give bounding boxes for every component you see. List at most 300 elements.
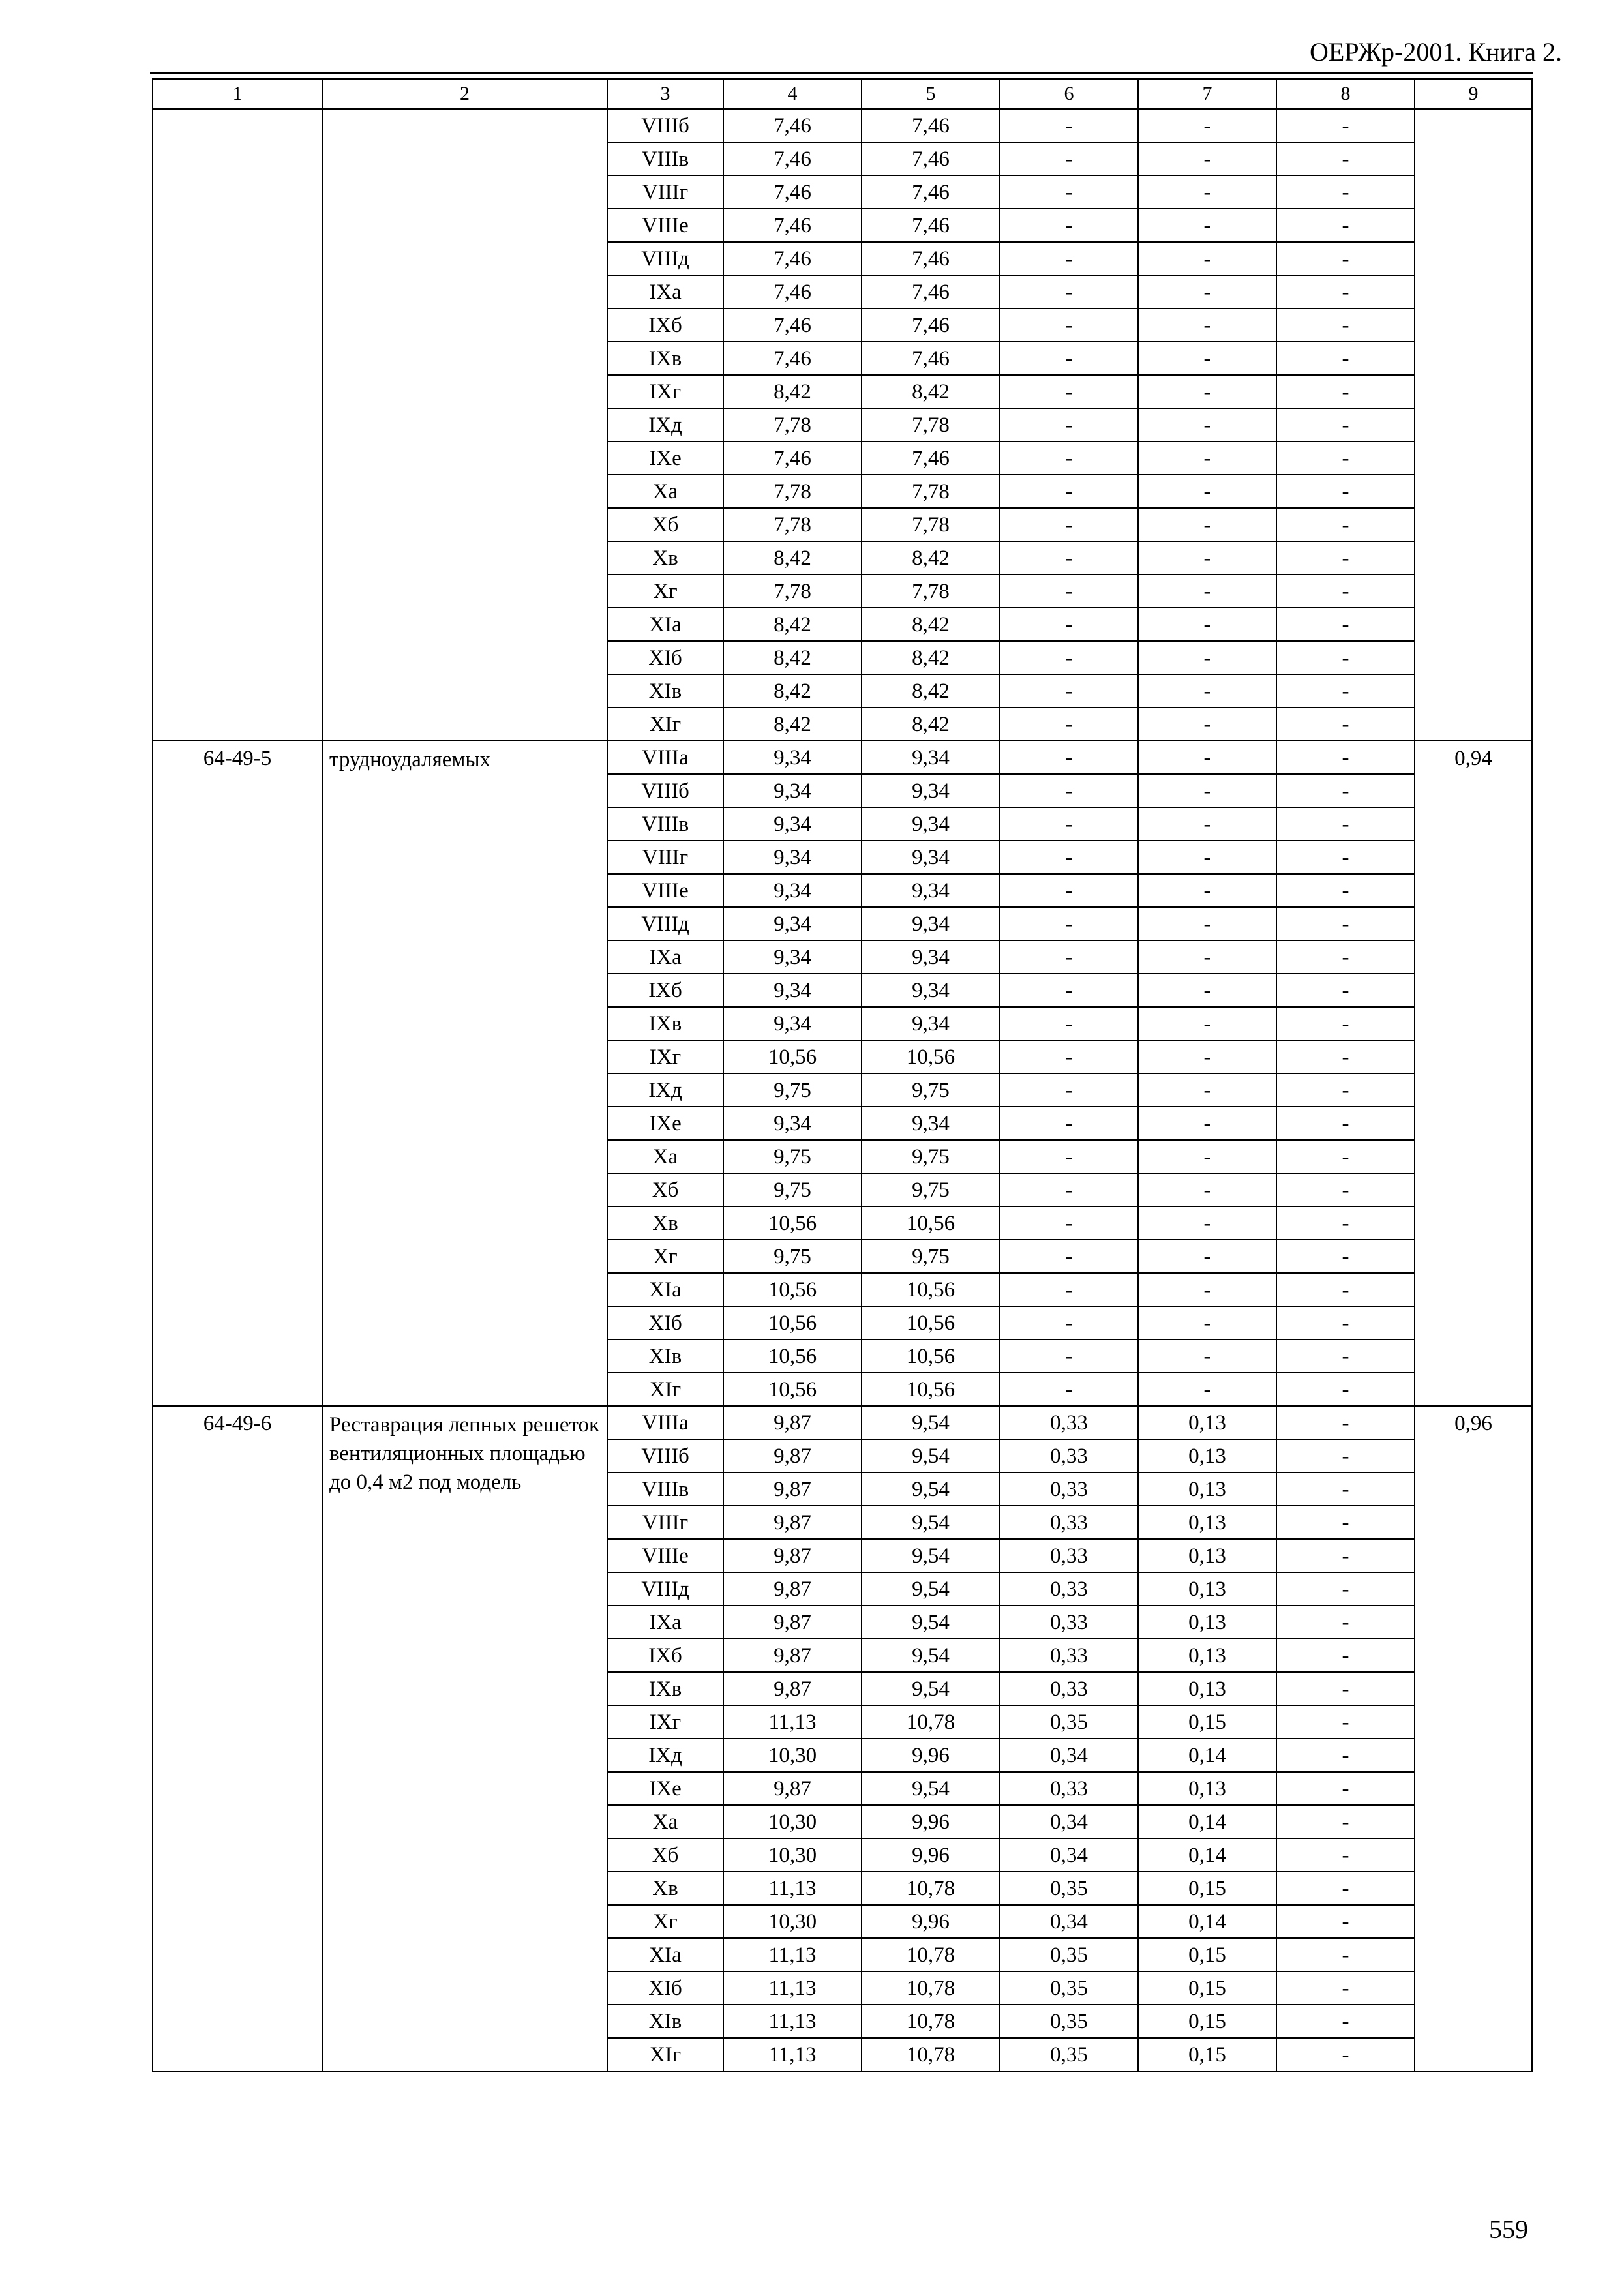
- machine-cost-cell: -: [1000, 1306, 1138, 1339]
- machine-cost-cell: -: [1000, 1040, 1138, 1073]
- operator-wages-cell: 0,13: [1138, 1406, 1276, 1439]
- operator-wages-cell: 0,13: [1138, 1473, 1276, 1506]
- operator-wages-cell: -: [1138, 641, 1276, 674]
- machine-cost-cell: -: [1000, 1339, 1138, 1373]
- labor-cost-cell: 8,42: [862, 641, 1000, 674]
- materials-cost-cell: -: [1276, 1007, 1415, 1040]
- total-cost-cell: 9,34: [723, 741, 862, 774]
- zone-code-cell: IXд: [607, 1073, 723, 1107]
- machine-cost-cell: 0,33: [1000, 1539, 1138, 1572]
- materials-cost-cell: -: [1276, 1206, 1415, 1240]
- zone-code-cell: VIIIе: [607, 1539, 723, 1572]
- materials-cost-cell: -: [1276, 1606, 1415, 1639]
- materials-cost-cell: -: [1276, 608, 1415, 641]
- total-cost-cell: 10,56: [723, 1273, 862, 1306]
- machine-cost-cell: -: [1000, 674, 1138, 708]
- operator-wages-cell: -: [1138, 1240, 1276, 1273]
- materials-cost-cell: -: [1276, 1273, 1415, 1306]
- total-cost-cell: 7,46: [723, 441, 862, 475]
- labor-cost-cell: 10,78: [862, 2005, 1000, 2038]
- materials-cost-cell: -: [1276, 907, 1415, 940]
- machine-cost-cell: -: [1000, 1007, 1138, 1040]
- zone-code-cell: VIIIб: [607, 109, 723, 142]
- operator-wages-cell: 0,15: [1138, 1705, 1276, 1739]
- operator-wages-cell: -: [1138, 841, 1276, 874]
- materials-cost-cell: -: [1276, 175, 1415, 209]
- total-cost-cell: 7,46: [723, 109, 862, 142]
- total-cost-cell: 9,75: [723, 1173, 862, 1206]
- materials-cost-cell: -: [1276, 275, 1415, 308]
- labor-cost-cell: 10,56: [862, 1339, 1000, 1373]
- total-cost-cell: 7,46: [723, 209, 862, 242]
- zone-code-cell: VIIIд: [607, 907, 723, 940]
- total-cost-cell: 11,13: [723, 1705, 862, 1739]
- total-cost-cell: 10,56: [723, 1373, 862, 1406]
- machine-cost-cell: -: [1000, 175, 1138, 209]
- materials-cost-cell: -: [1276, 1473, 1415, 1506]
- operator-wages-cell: -: [1138, 541, 1276, 575]
- machine-cost-cell: -: [1000, 475, 1138, 508]
- machine-cost-cell: 0,33: [1000, 1639, 1138, 1672]
- machine-cost-cell: -: [1000, 841, 1138, 874]
- labor-cost-cell: 7,78: [862, 575, 1000, 608]
- zone-code-cell: VIIIд: [607, 242, 723, 275]
- machine-cost-cell: -: [1000, 575, 1138, 608]
- machine-cost-cell: 0,34: [1000, 1905, 1138, 1938]
- total-cost-cell: 9,34: [723, 940, 862, 974]
- machine-cost-cell: 0,35: [1000, 1705, 1138, 1739]
- operator-wages-cell: -: [1138, 608, 1276, 641]
- labor-cost-cell: 7,46: [862, 342, 1000, 375]
- machine-cost-cell: -: [1000, 874, 1138, 907]
- zone-code-cell: VIIIе: [607, 209, 723, 242]
- zone-code-cell: VIIIе: [607, 874, 723, 907]
- labor-cost-cell: 9,54: [862, 1439, 1000, 1473]
- materials-cost-cell: -: [1276, 1971, 1415, 2005]
- total-cost-cell: 9,34: [723, 1107, 862, 1140]
- item-code: 64-49-6: [153, 1406, 322, 2071]
- labor-cost-cell: 10,56: [862, 1373, 1000, 1406]
- zone-code-cell: VIIIг: [607, 841, 723, 874]
- materials-cost-cell: -: [1276, 441, 1415, 475]
- operator-wages-cell: -: [1138, 974, 1276, 1007]
- labor-cost-cell: 8,42: [862, 674, 1000, 708]
- materials-cost-cell: -: [1276, 1306, 1415, 1339]
- zone-code-cell: IXб: [607, 308, 723, 342]
- zone-code-cell: XIв: [607, 2005, 723, 2038]
- operator-wages-cell: -: [1138, 308, 1276, 342]
- zone-code-cell: XIа: [607, 1938, 723, 1971]
- machine-cost-cell: -: [1000, 1206, 1138, 1240]
- labor-cost-cell: 10,56: [862, 1273, 1000, 1306]
- machine-cost-cell: -: [1000, 1373, 1138, 1406]
- materials-cost-cell: -: [1276, 1040, 1415, 1073]
- operator-wages-cell: -: [1138, 475, 1276, 508]
- materials-cost-cell: -: [1276, 1107, 1415, 1140]
- labor-cost-cell: 9,54: [862, 1473, 1000, 1506]
- operator-wages-cell: 0,15: [1138, 2038, 1276, 2071]
- materials-cost-cell: -: [1276, 1406, 1415, 1439]
- machine-cost-cell: -: [1000, 408, 1138, 441]
- operator-wages-cell: 0,15: [1138, 1938, 1276, 1971]
- materials-cost-cell: -: [1276, 109, 1415, 142]
- item-code: [153, 109, 322, 741]
- labor-cost-cell: 9,34: [862, 1007, 1000, 1040]
- total-cost-cell: 9,34: [723, 874, 862, 907]
- operator-wages-cell: -: [1138, 674, 1276, 708]
- table-row: [153, 1406, 1532, 1439]
- machine-cost-cell: 0,33: [1000, 1439, 1138, 1473]
- labor-cost-cell: 7,46: [862, 308, 1000, 342]
- zone-code-cell: IXа: [607, 275, 723, 308]
- labor-cost-cell: 9,34: [862, 940, 1000, 974]
- labor-cost-cell: 7,46: [862, 209, 1000, 242]
- machine-cost-cell: -: [1000, 1240, 1138, 1273]
- materials-cost-cell: -: [1276, 1672, 1415, 1705]
- operator-wages-cell: -: [1138, 142, 1276, 175]
- total-cost-cell: 7,46: [723, 275, 862, 308]
- total-cost-cell: 7,46: [723, 242, 862, 275]
- labor-cost-cell: 9,34: [862, 1107, 1000, 1140]
- materials-cost-cell: -: [1276, 807, 1415, 841]
- operator-wages-cell: 0,14: [1138, 1905, 1276, 1938]
- machine-cost-cell: 0,34: [1000, 1805, 1138, 1838]
- machine-cost-cell: -: [1000, 342, 1138, 375]
- labor-cost-cell: 8,42: [862, 608, 1000, 641]
- zone-code-cell: XIа: [607, 608, 723, 641]
- table-row: [153, 741, 1532, 774]
- zone-code-cell: VIIIв: [607, 142, 723, 175]
- materials-cost-cell: -: [1276, 1439, 1415, 1473]
- materials-cost-cell: -: [1276, 1938, 1415, 1971]
- materials-cost-cell: -: [1276, 375, 1415, 408]
- zone-code-cell: IXг: [607, 375, 723, 408]
- machine-cost-cell: -: [1000, 608, 1138, 641]
- materials-cost-cell: -: [1276, 575, 1415, 608]
- zone-code-cell: VIIIб: [607, 1439, 723, 1473]
- materials-cost-cell: -: [1276, 741, 1415, 774]
- labor-cost-cell: 9,54: [862, 1772, 1000, 1805]
- machine-cost-cell: -: [1000, 1107, 1138, 1140]
- operator-wages-cell: -: [1138, 1107, 1276, 1140]
- materials-cost-cell: -: [1276, 342, 1415, 375]
- zone-code-cell: IXа: [607, 940, 723, 974]
- operator-wages-cell: -: [1138, 907, 1276, 940]
- materials-cost-cell: -: [1276, 242, 1415, 275]
- machine-cost-cell: -: [1000, 441, 1138, 475]
- total-cost-cell: 9,87: [723, 1572, 862, 1606]
- labor-cost-cell: 10,56: [862, 1306, 1000, 1339]
- total-cost-cell: 9,75: [723, 1073, 862, 1107]
- zone-code-cell: VIIIв: [607, 1473, 723, 1506]
- operator-wages-cell: -: [1138, 1373, 1276, 1406]
- total-cost-cell: 9,34: [723, 807, 862, 841]
- machine-cost-cell: -: [1000, 1273, 1138, 1306]
- column-header: 2: [322, 79, 607, 109]
- operator-wages-cell: -: [1138, 741, 1276, 774]
- zone-code-cell: IXв: [607, 1007, 723, 1040]
- labor-cost-cell: 9,75: [862, 1140, 1000, 1173]
- zone-code-cell: XIг: [607, 708, 723, 741]
- total-cost-cell: 9,34: [723, 1007, 862, 1040]
- total-cost-cell: 9,34: [723, 774, 862, 807]
- total-cost-cell: 7,46: [723, 142, 862, 175]
- zone-code-cell: VIIIг: [607, 175, 723, 209]
- operator-wages-cell: -: [1138, 408, 1276, 441]
- labor-cost-cell: 9,96: [862, 1838, 1000, 1872]
- materials-cost-cell: -: [1276, 1705, 1415, 1739]
- total-cost-cell: 10,56: [723, 1306, 862, 1339]
- labor-cost-cell: 9,54: [862, 1539, 1000, 1572]
- operator-wages-cell: 0,13: [1138, 1606, 1276, 1639]
- zone-code-cell: IXг: [607, 1040, 723, 1073]
- operator-wages-cell: -: [1138, 342, 1276, 375]
- total-cost-cell: 10,30: [723, 1905, 862, 1938]
- labor-cost-cell: 10,78: [862, 1971, 1000, 2005]
- operator-wages-cell: -: [1138, 375, 1276, 408]
- zone-code-cell: XIг: [607, 2038, 723, 2071]
- zone-code-cell: XIв: [607, 674, 723, 708]
- labor-cost-cell: 7,46: [862, 242, 1000, 275]
- operator-wages-cell: 0,14: [1138, 1739, 1276, 1772]
- operator-wages-cell: 0,13: [1138, 1506, 1276, 1539]
- zone-code-cell: VIIIд: [607, 1572, 723, 1606]
- zone-code-cell: Xа: [607, 1805, 723, 1838]
- materials-cost-cell: -: [1276, 1173, 1415, 1206]
- machine-cost-cell: -: [1000, 308, 1138, 342]
- total-cost-cell: 9,87: [723, 1772, 862, 1805]
- machine-cost-cell: 0,35: [1000, 1938, 1138, 1971]
- materials-cost-cell: -: [1276, 1805, 1415, 1838]
- machine-cost-cell: -: [1000, 209, 1138, 242]
- zone-code-cell: VIIIг: [607, 1506, 723, 1539]
- header-rule: [150, 72, 1533, 74]
- materials-cost-cell: -: [1276, 2005, 1415, 2038]
- machine-cost-cell: 0,33: [1000, 1606, 1138, 1639]
- machine-cost-cell: 0,34: [1000, 1739, 1138, 1772]
- labor-cost-cell: 10,78: [862, 1938, 1000, 1971]
- operator-wages-cell: -: [1138, 175, 1276, 209]
- total-cost-cell: 9,34: [723, 841, 862, 874]
- materials-cost-cell: -: [1276, 1872, 1415, 1905]
- total-cost-cell: 9,75: [723, 1140, 862, 1173]
- zone-code-cell: Xв: [607, 1206, 723, 1240]
- labor-cost-cell: 7,78: [862, 508, 1000, 541]
- materials-cost-cell: -: [1276, 1739, 1415, 1772]
- machine-cost-cell: 0,33: [1000, 1406, 1138, 1439]
- labor-cost-cell: 7,46: [862, 275, 1000, 308]
- materials-cost-cell: -: [1276, 1339, 1415, 1373]
- zone-code-cell: IXб: [607, 1639, 723, 1672]
- operator-wages-cell: -: [1138, 109, 1276, 142]
- operator-wages-cell: -: [1138, 575, 1276, 608]
- materials-cost-cell: -: [1276, 209, 1415, 242]
- operator-wages-cell: -: [1138, 1040, 1276, 1073]
- operator-wages-cell: -: [1138, 940, 1276, 974]
- total-cost-cell: 10,30: [723, 1805, 862, 1838]
- labor-cost-cell: 9,54: [862, 1672, 1000, 1705]
- item-description: Реставрация лепных решеток вентиляционных площадью до 0,4 м2 под модель: [322, 1406, 607, 2071]
- zone-code-cell: IXв: [607, 1672, 723, 1705]
- total-cost-cell: 8,42: [723, 708, 862, 741]
- operator-wages-cell: -: [1138, 1173, 1276, 1206]
- labor-cost-cell: 9,34: [862, 841, 1000, 874]
- total-cost-cell: 10,30: [723, 1838, 862, 1872]
- total-cost-cell: 7,46: [723, 308, 862, 342]
- zone-code-cell: VIIIа: [607, 741, 723, 774]
- materials-cost-cell: -: [1276, 1140, 1415, 1173]
- total-cost-cell: 11,13: [723, 1971, 862, 2005]
- machine-cost-cell: -: [1000, 641, 1138, 674]
- column-header: 7: [1138, 79, 1276, 109]
- materials-cost-cell: -: [1276, 874, 1415, 907]
- column-header: 1: [153, 79, 322, 109]
- zone-code-cell: Xв: [607, 541, 723, 575]
- labor-cost-cell: 9,54: [862, 1639, 1000, 1672]
- operator-wages-cell: -: [1138, 874, 1276, 907]
- zone-code-cell: XIв: [607, 1339, 723, 1373]
- labor-cost-cell: 7,46: [862, 109, 1000, 142]
- machine-cost-cell: -: [1000, 275, 1138, 308]
- machine-cost-cell: 0,33: [1000, 1473, 1138, 1506]
- labor-cost-cell: 10,78: [862, 2038, 1000, 2071]
- machine-cost-cell: 0,33: [1000, 1506, 1138, 1539]
- table-row: [153, 109, 1532, 142]
- total-cost-cell: 9,87: [723, 1639, 862, 1672]
- materials-cost-cell: -: [1276, 1905, 1415, 1938]
- labor-cost-cell: 7,46: [862, 142, 1000, 175]
- item-coefficient: 0,94: [1415, 741, 1532, 1406]
- zone-code-cell: IXе: [607, 1107, 723, 1140]
- rates-table: [152, 78, 1533, 2072]
- labor-cost-cell: 9,96: [862, 1905, 1000, 1938]
- column-header: 5: [862, 79, 1000, 109]
- operator-wages-cell: -: [1138, 1306, 1276, 1339]
- machine-cost-cell: -: [1000, 1173, 1138, 1206]
- total-cost-cell: 8,42: [723, 541, 862, 575]
- materials-cost-cell: -: [1276, 142, 1415, 175]
- materials-cost-cell: -: [1276, 974, 1415, 1007]
- labor-cost-cell: 9,34: [862, 874, 1000, 907]
- labor-cost-cell: 8,42: [862, 541, 1000, 575]
- materials-cost-cell: -: [1276, 774, 1415, 807]
- operator-wages-cell: -: [1138, 1339, 1276, 1373]
- item-code: 64-49-5: [153, 741, 322, 1406]
- materials-cost-cell: -: [1276, 1838, 1415, 1872]
- zone-code-cell: VIIIв: [607, 807, 723, 841]
- total-cost-cell: 7,46: [723, 342, 862, 375]
- zone-code-cell: IXд: [607, 408, 723, 441]
- total-cost-cell: 11,13: [723, 2005, 862, 2038]
- labor-cost-cell: 9,34: [862, 774, 1000, 807]
- zone-code-cell: Xб: [607, 508, 723, 541]
- materials-cost-cell: -: [1276, 708, 1415, 741]
- total-cost-cell: 9,87: [723, 1672, 862, 1705]
- zone-code-cell: IXд: [607, 1739, 723, 1772]
- labor-cost-cell: 9,75: [862, 1073, 1000, 1107]
- column-header: 9: [1415, 79, 1532, 109]
- labor-cost-cell: 10,56: [862, 1040, 1000, 1073]
- operator-wages-cell: -: [1138, 1206, 1276, 1240]
- operator-wages-cell: 0,13: [1138, 1439, 1276, 1473]
- operator-wages-cell: -: [1138, 275, 1276, 308]
- machine-cost-cell: 0,34: [1000, 1838, 1138, 1872]
- zone-code-cell: IXб: [607, 974, 723, 1007]
- zone-code-cell: VIIIа: [607, 1406, 723, 1439]
- total-cost-cell: 11,13: [723, 2038, 862, 2071]
- materials-cost-cell: -: [1276, 841, 1415, 874]
- operator-wages-cell: 0,15: [1138, 2005, 1276, 2038]
- total-cost-cell: 9,34: [723, 974, 862, 1007]
- machine-cost-cell: -: [1000, 142, 1138, 175]
- materials-cost-cell: -: [1276, 1506, 1415, 1539]
- machine-cost-cell: -: [1000, 741, 1138, 774]
- machine-cost-cell: -: [1000, 774, 1138, 807]
- machine-cost-cell: 0,35: [1000, 2038, 1138, 2071]
- total-cost-cell: 9,34: [723, 907, 862, 940]
- zone-code-cell: VIIIб: [607, 774, 723, 807]
- total-cost-cell: 10,30: [723, 1739, 862, 1772]
- labor-cost-cell: 7,46: [862, 441, 1000, 475]
- labor-cost-cell: 9,34: [862, 907, 1000, 940]
- materials-cost-cell: -: [1276, 541, 1415, 575]
- total-cost-cell: 10,56: [723, 1206, 862, 1240]
- labor-cost-cell: 10,78: [862, 1705, 1000, 1739]
- operator-wages-cell: -: [1138, 441, 1276, 475]
- item-coefficient: 0,96: [1415, 1406, 1532, 2071]
- machine-cost-cell: 0,33: [1000, 1672, 1138, 1705]
- total-cost-cell: 8,42: [723, 375, 862, 408]
- zone-code-cell: Xг: [607, 1240, 723, 1273]
- table-body: [153, 109, 1532, 2071]
- labor-cost-cell: 10,78: [862, 1872, 1000, 1905]
- operator-wages-cell: 0,15: [1138, 1971, 1276, 2005]
- operator-wages-cell: -: [1138, 1273, 1276, 1306]
- zone-code-cell: IXг: [607, 1705, 723, 1739]
- column-header: 6: [1000, 79, 1138, 109]
- operator-wages-cell: -: [1138, 242, 1276, 275]
- zone-code-cell: XIб: [607, 641, 723, 674]
- materials-cost-cell: -: [1276, 1539, 1415, 1572]
- total-cost-cell: 9,87: [723, 1406, 862, 1439]
- item-description: трудноудаляемых: [322, 741, 607, 1406]
- operator-wages-cell: 0,14: [1138, 1805, 1276, 1838]
- total-cost-cell: 10,56: [723, 1339, 862, 1373]
- materials-cost-cell: -: [1276, 641, 1415, 674]
- labor-cost-cell: 9,34: [862, 741, 1000, 774]
- machine-cost-cell: -: [1000, 708, 1138, 741]
- zone-code-cell: IXв: [607, 342, 723, 375]
- machine-cost-cell: -: [1000, 1073, 1138, 1107]
- labor-cost-cell: 9,75: [862, 1240, 1000, 1273]
- machine-cost-cell: -: [1000, 375, 1138, 408]
- zone-code-cell: XIб: [607, 1971, 723, 2005]
- materials-cost-cell: -: [1276, 1639, 1415, 1672]
- operator-wages-cell: 0,13: [1138, 1639, 1276, 1672]
- total-cost-cell: 7,46: [723, 175, 862, 209]
- labor-cost-cell: 7,78: [862, 475, 1000, 508]
- labor-cost-cell: 9,54: [862, 1506, 1000, 1539]
- materials-cost-cell: -: [1276, 408, 1415, 441]
- operator-wages-cell: -: [1138, 209, 1276, 242]
- page-number: 559: [1489, 2215, 1528, 2244]
- total-cost-cell: 9,87: [723, 1506, 862, 1539]
- zone-code-cell: IXе: [607, 1772, 723, 1805]
- materials-cost-cell: -: [1276, 1572, 1415, 1606]
- operator-wages-cell: -: [1138, 508, 1276, 541]
- total-cost-cell: 10,56: [723, 1040, 862, 1073]
- machine-cost-cell: -: [1000, 807, 1138, 841]
